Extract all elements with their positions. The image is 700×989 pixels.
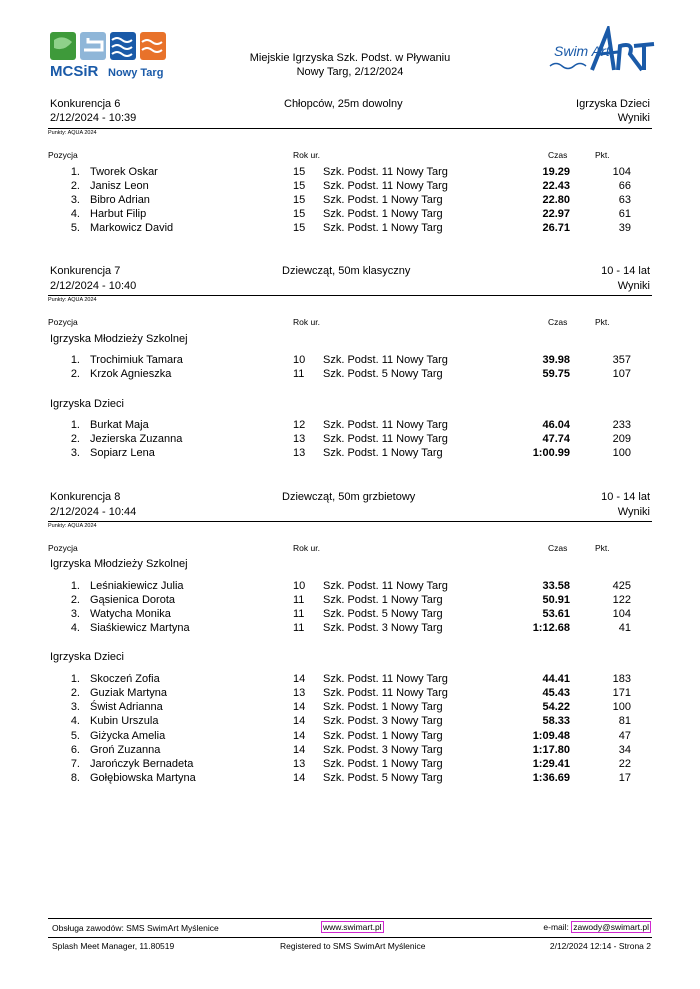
- event-divider: [48, 521, 652, 522]
- result-points: 66: [618, 180, 631, 192]
- result-club: Szk. Podst. 11 Nowy Targ: [323, 580, 448, 592]
- result-yob: 11: [293, 608, 305, 620]
- result-time: 19.29: [542, 166, 570, 178]
- result-points: 233: [612, 419, 631, 431]
- result-yob: 14: [293, 730, 306, 742]
- result-club: Szk. Podst. 11 Nowy Targ: [323, 433, 448, 445]
- result-time: 53.61: [542, 608, 570, 620]
- column-headers: [48, 150, 652, 160]
- group-heading: Igrzyska Młodzieży Szkolnej: [50, 333, 188, 345]
- result-club: Szk. Podst. 11 Nowy Targ: [323, 166, 448, 178]
- footer-email-block: [543, 922, 651, 932]
- meet-title-line1: Miejskie Igrzyska Szk. Podst. w Pływaniu: [249, 52, 451, 64]
- result-club: Szk. Podst. 1 Nowy Targ: [323, 730, 443, 742]
- col-yob: Rok ur.: [293, 317, 320, 327]
- result-name: Kubin Urszula: [90, 715, 159, 727]
- result-place: 5.: [70, 730, 80, 742]
- result-club: Szk. Podst. 11 Nowy Targ: [323, 354, 448, 366]
- result-place: 7.: [70, 758, 80, 770]
- event-category: Igrzyska Dzieci: [576, 98, 650, 110]
- result-name: Burkat Maja: [90, 419, 149, 431]
- result-yob: 12: [293, 419, 306, 431]
- result-place: 1.: [70, 419, 80, 431]
- result-yob: 11: [293, 594, 305, 606]
- result-row: [48, 208, 652, 222]
- result-time: 1:29.41: [532, 758, 570, 770]
- event-category: 10 - 14 lat: [601, 265, 650, 277]
- footer-email-label: e-mail:: [543, 922, 569, 932]
- col-yob: Rok ur.: [293, 543, 320, 553]
- result-time: 33.58: [542, 580, 570, 592]
- points-note: Punkty: AQUA 2024: [48, 130, 97, 136]
- col-points: Pkt.: [595, 150, 610, 160]
- result-points: 100: [612, 447, 631, 459]
- result-row: [48, 368, 652, 382]
- result-place: 3.: [70, 194, 80, 206]
- swimart-logo: [548, 26, 656, 78]
- result-name: Sopiarz Lena: [90, 447, 155, 459]
- col-yob: Rok ur.: [293, 150, 320, 160]
- result-points: 39: [618, 222, 631, 234]
- result-name: Giżycka Amelia: [90, 730, 166, 742]
- result-yob: 15: [293, 166, 306, 178]
- result-place: 5.: [70, 222, 80, 234]
- result-points: 81: [618, 715, 631, 727]
- result-name: Jarończyk Bernadeta: [90, 758, 194, 770]
- event-title: Chłopców, 25m dowolny: [284, 98, 403, 110]
- footer-email-link[interactable]: zawody@swimart.pl: [573, 922, 649, 932]
- col-time: Czas: [548, 317, 568, 327]
- result-row: [48, 715, 652, 729]
- result-place: 1.: [70, 673, 80, 685]
- result-row: [48, 354, 652, 368]
- result-row: [48, 594, 652, 608]
- mcsir-logo-text: MCSiR: [50, 63, 99, 80]
- mcsir-logo: [48, 30, 173, 82]
- points-note: Punkty: AQUA 2024: [48, 297, 97, 303]
- result-club: Szk. Podst. 3 Nowy Targ: [323, 715, 443, 727]
- footer-website[interactable]: www.swimart.pl: [323, 922, 382, 932]
- result-time: 1:09.48: [532, 730, 570, 742]
- result-yob: 14: [293, 701, 306, 713]
- col-time: Czas: [548, 543, 568, 553]
- result-place: 4.: [70, 622, 80, 634]
- result-name: Trochimiuk Tamara: [90, 354, 183, 366]
- result-place: 2.: [70, 433, 80, 445]
- event-number: Konkurencja 8: [50, 491, 121, 503]
- result-name: Janisz Leon: [90, 180, 149, 192]
- result-club: Szk. Podst. 5 Nowy Targ: [323, 368, 443, 380]
- result-points: 107: [612, 368, 631, 380]
- result-points: 209: [612, 433, 631, 445]
- result-club: Szk. Podst. 5 Nowy Targ: [323, 608, 443, 620]
- result-place: 1.: [70, 580, 80, 592]
- result-yob: 13: [293, 687, 306, 699]
- column-headers: [48, 543, 652, 553]
- result-yob: 15: [293, 180, 306, 192]
- result-points: 61: [618, 208, 631, 220]
- result-time: 22.43: [542, 180, 570, 192]
- footer-service: Obsługa zawodów: SMS SwimArt Myślenice: [52, 923, 219, 933]
- event-status: Wyniki: [617, 280, 650, 292]
- result-time: 54.22: [542, 701, 570, 713]
- result-name: Krzok Agnieszka: [90, 368, 172, 380]
- result-club: Szk. Podst. 1 Nowy Targ: [323, 194, 443, 206]
- result-yob: 14: [293, 772, 306, 784]
- footer-divider-bottom: [48, 937, 652, 938]
- result-time: 59.75: [542, 368, 570, 380]
- result-row: [48, 433, 652, 447]
- result-row: [48, 758, 652, 772]
- event-status: Wyniki: [617, 112, 650, 124]
- result-time: 39.98: [542, 354, 570, 366]
- result-yob: 10: [293, 354, 306, 366]
- result-points: 41: [618, 622, 631, 634]
- group-heading: Igrzyska Dzieci: [50, 651, 124, 663]
- event-number: Konkurencja 6: [50, 98, 121, 110]
- result-row: [48, 166, 652, 180]
- column-headers: [48, 317, 652, 327]
- result-place: 3.: [70, 701, 80, 713]
- col-place: Pozycja: [48, 543, 78, 553]
- result-place: 4.: [70, 208, 80, 220]
- result-yob: 14: [293, 744, 306, 756]
- result-place: 3.: [70, 608, 80, 620]
- result-name: Harbut Filip: [90, 208, 147, 220]
- result-place: 8.: [70, 772, 80, 784]
- result-place: 4.: [70, 715, 80, 727]
- event-category: 10 - 14 lat: [601, 491, 650, 503]
- result-row: [48, 447, 652, 461]
- event-divider: [48, 295, 652, 296]
- result-name: Świst Adrianna: [90, 701, 163, 713]
- result-points: 425: [612, 580, 631, 592]
- group-heading: Igrzyska Młodzieży Szkolnej: [50, 558, 188, 570]
- result-yob: 15: [293, 194, 306, 206]
- result-name: Groń Zuzanna: [90, 744, 161, 756]
- result-club: Szk. Podst. 5 Nowy Targ: [323, 772, 443, 784]
- event-status: Wyniki: [617, 506, 650, 518]
- result-yob: 11: [293, 622, 305, 634]
- result-row: [48, 687, 652, 701]
- col-place: Pozycja: [48, 150, 78, 160]
- result-time: 44.41: [542, 673, 570, 685]
- result-points: 357: [612, 354, 631, 366]
- event-datetime: 2/12/2024 - 10:39: [50, 112, 137, 124]
- result-time: 1:17.80: [532, 744, 570, 756]
- result-name: Watycha Monika: [90, 608, 171, 620]
- meet-title-line2: Nowy Targ, 2/12/2024: [296, 66, 404, 78]
- result-points: 122: [612, 594, 631, 606]
- result-club: Szk. Podst. 1 Nowy Targ: [323, 222, 443, 234]
- result-time: 1:00.99: [532, 447, 570, 459]
- result-name: Markowicz David: [90, 222, 174, 234]
- result-club: Szk. Podst. 11 Nowy Targ: [323, 180, 448, 192]
- result-club: Szk. Podst. 11 Nowy Targ: [323, 687, 448, 699]
- result-name: Siaśkiewicz Martyna: [90, 622, 190, 634]
- result-name: Gąsienica Dorota: [90, 594, 175, 606]
- event-datetime: 2/12/2024 - 10:40: [50, 280, 137, 292]
- footer-page-info: 2/12/2024 12:14 - Strona 2: [549, 941, 651, 951]
- result-name: Gołębiowska Martyna: [90, 772, 196, 784]
- event-title: Dziewcząt, 50m klasyczny: [282, 265, 411, 277]
- result-yob: 10: [293, 580, 306, 592]
- result-time: 46.04: [542, 419, 570, 431]
- result-row: [48, 222, 652, 236]
- result-club: Szk. Podst. 1 Nowy Targ: [323, 701, 443, 713]
- result-yob: 14: [293, 715, 306, 727]
- event-datetime: 2/12/2024 - 10:44: [50, 506, 137, 518]
- result-points: 34: [618, 744, 631, 756]
- result-club: Szk. Podst. 3 Nowy Targ: [323, 744, 443, 756]
- result-yob: 13: [293, 433, 306, 445]
- result-row: [48, 608, 652, 622]
- result-points: 104: [612, 166, 631, 178]
- result-yob: 15: [293, 208, 306, 220]
- group-heading: Igrzyska Dzieci: [50, 398, 124, 410]
- result-points: 17: [618, 772, 631, 784]
- result-name: Guziak Martyna: [90, 687, 168, 699]
- result-club: Szk. Podst. 1 Nowy Targ: [323, 447, 443, 459]
- result-name: Tworek Oskar: [90, 166, 158, 178]
- result-name: Skoczeń Zofia: [90, 673, 160, 685]
- result-row: [48, 194, 652, 208]
- result-time: 1:36.69: [532, 772, 570, 784]
- result-yob: 11: [293, 368, 305, 380]
- event-divider: [48, 128, 652, 129]
- result-place: 2.: [70, 368, 80, 380]
- result-yob: 13: [293, 758, 306, 770]
- result-row: [48, 580, 652, 594]
- result-place: 2.: [70, 594, 80, 606]
- result-club: Szk. Podst. 1 Nowy Targ: [323, 594, 443, 606]
- result-points: 63: [618, 194, 631, 206]
- result-points: 104: [612, 608, 631, 620]
- result-club: Szk. Podst. 3 Nowy Targ: [323, 622, 443, 634]
- result-place: 1.: [70, 354, 80, 366]
- result-points: 171: [612, 687, 631, 699]
- col-points: Pkt.: [595, 543, 610, 553]
- result-yob: 13: [293, 447, 306, 459]
- result-points: 22: [618, 758, 631, 770]
- result-club: Szk. Podst. 11 Nowy Targ: [323, 673, 448, 685]
- result-club: Szk. Podst. 1 Nowy Targ: [323, 208, 443, 220]
- result-row: [48, 772, 652, 786]
- result-yob: 15: [293, 222, 306, 234]
- result-row: [48, 419, 652, 433]
- footer-divider-top: [48, 918, 652, 919]
- swimart-logo-text: Swim Art: [554, 43, 610, 59]
- result-place: 1.: [70, 166, 80, 178]
- result-time: 22.97: [542, 208, 570, 220]
- result-row: [48, 622, 652, 636]
- points-note: Punkty: AQUA 2024: [48, 523, 97, 529]
- result-row: [48, 730, 652, 744]
- result-time: 50.91: [542, 594, 570, 606]
- result-time: 58.33: [542, 715, 570, 727]
- result-points: 100: [612, 701, 631, 713]
- result-place: 6.: [70, 744, 80, 756]
- mcsir-logo-subtext: Nowy Targ: [108, 67, 164, 79]
- result-club: Szk. Podst. 11 Nowy Targ: [323, 419, 448, 431]
- result-time: 22.80: [542, 194, 570, 206]
- footer-registered: Registered to SMS SwimArt Myślenice: [280, 941, 426, 951]
- result-place: 2.: [70, 180, 80, 192]
- footer-website-link[interactable]: [321, 922, 384, 932]
- result-row: [48, 673, 652, 687]
- result-row: [48, 744, 652, 758]
- result-time: 1:12.68: [532, 622, 570, 634]
- col-points: Pkt.: [595, 317, 610, 327]
- result-name: Jezierska Zuzanna: [90, 433, 183, 445]
- result-yob: 14: [293, 673, 306, 685]
- result-row: [48, 180, 652, 194]
- result-place: 3.: [70, 447, 80, 459]
- col-time: Czas: [548, 150, 568, 160]
- result-time: 45.43: [542, 687, 570, 699]
- col-place: Pozycja: [48, 317, 78, 327]
- result-points: 183: [612, 673, 631, 685]
- event-number: Konkurencja 7: [50, 265, 121, 277]
- result-time: 47.74: [542, 433, 570, 445]
- result-place: 2.: [70, 687, 80, 699]
- result-name: Leśniakiewicz Julia: [90, 580, 184, 592]
- result-row: [48, 701, 652, 715]
- event-title: Dziewcząt, 50m grzbietowy: [282, 491, 416, 503]
- result-club: Szk. Podst. 1 Nowy Targ: [323, 758, 443, 770]
- footer-software: Splash Meet Manager, 11.80519: [52, 941, 175, 951]
- result-time: 26.71: [542, 222, 570, 234]
- result-points: 47: [618, 730, 631, 742]
- result-name: Bibro Adrian: [90, 194, 150, 206]
